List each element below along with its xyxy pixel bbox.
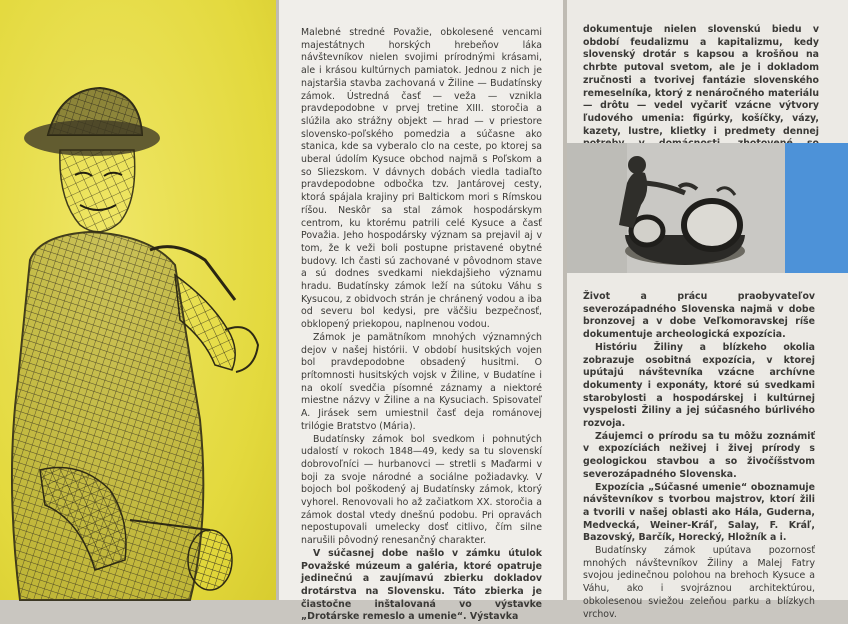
castle-closing-paragraph: Budatínsky zámok upútava pozornosť mnohých návštevníkov Žiliny a Malej Fatry svojou jedinečnou polohou na brehoch Kysuce a Váhu, ako i svojráznou architektúrou, obkolesenou sviežou zeleňou parku a blízkych vrchov. xyxy=(583,545,815,620)
history-paragraph-1: Malebné stredné Považie, obkolesené vencami majestátnych horských hrebeňov láka návštevníkov nielen svojimi prírodnými krásami, ale i krásou kultúrnych pamiatok. Jednou z nich je najstaršia stavba zachovaná v Žiline — Budatínsky zámok. Ústredná časť — veža — vznikla pravdepodobne v prvej tretine XIII. storočia a slúžila ako strážny objekt — hrad — v priestore slovensko-poľského pomedzia a súčasne ako stanica, kde sa vyberalo clo na ceste, po ktorej sa uberal údolím Kysuce obchod najmä s Poľskom a so Sliezskom. V dávnych dobách viedla tadiaľto pravdepodobne odbočka tzv. Jantárovej cesty, ktorá spájala krajiny pri Baltickom mori s Rímskou ríšou. Neskôr sa stal zámok hospodárskym centrom, ku ktorému patrili celé Kysuce a časť Považia. Jeho hospodársky význam sa prejavil aj v tom, že k veži boli postupne pristavené obytné budovy. Ich časti sú zachované v pôvodnom stave a sú dodnes svedkami niekdajšieho významu hradu. Budatínsky zámok leží na sútoku Váhu s Kysucou, z obidvoch strán je chránený vodou a iba od severu bol kedysi, pre väčšiu bezpečnosť, obklopený priekopou, naplnenou vodou. xyxy=(301,27,542,331)
history-text-column xyxy=(301,27,542,624)
expositions-text xyxy=(583,291,815,621)
cover-panel-yellow xyxy=(0,0,276,600)
nature-exposition-paragraph: Záujemci o prírodu sa tu môžu zoznámiť v expozíciách neživej i živej prírody s geologickou stavbou a so živočíšstvom severozápadného Slovenska. xyxy=(583,430,815,480)
history-exposition-paragraph: Históriu Žiliny a blízkeho okolia zobrazuje osobitná expozícia, v ktorej upútajú návštevníka vzácne archívne dokumenty i exponáty, ktoré sú svedkami starobylosti a hospodárskej i kultúrnej vyspelosti Žiliny a jej súčasného búrlivého rozvoja. xyxy=(583,341,815,430)
art-exposition-paragraph: Expozícia „Súčasné umenie“ oboznamuje návštevníkov s tvorbou majstrov, ktorí žili a tvorili v našej oblasti ako Hála, Guderna, Medvecká, Weiner-Kráľ, Salay, F. Kráľ, Bazovský, Barčík, Horecký, Hložník a i. xyxy=(583,481,815,544)
wire-craft-text: dokumentuje nielen slovenskú biedu v období feudalizmu a kapitalizmu, kedy slovenský drotár s kapsou a krošňou na chrbte putoval svetom, ale je i dokladom zručnosti a tvorivej fantázie slovenského remeselníka, ktorý z nenáročného materiálu — drôtu — vedel vyčariť vzácne výtvory ľudového umenia: figúrky, košíčky, vázy, kazety, lustre, klietky i predmety dennej xyxy=(583,24,819,137)
museum-text-panel xyxy=(567,0,848,620)
history-text-panel xyxy=(279,0,563,623)
history-paragraph-2: Zámok je pamätníkom mnohých významných dejov v našej histórii. V období husitských vojen bol pravdepodobne obsadený husitmi. O prítomnosti husitských vojsk v Žiline, v Budatíne i na okolí svedčia písomné záznamy a niektoré miestne názvy v Žiline a na Kysuciach. Spisovateľ A. Jirásek sem umiestnil časť deja románovej trilógie Bratstvo (Mária). xyxy=(301,331,542,432)
wire-figure-illustration xyxy=(0,0,276,600)
archaeology-paragraph: Život a prácu praobyvateľov severozápadného Slovenska najmä v dobe bronzovej a v dobe Veľkomoravskej ríše dokumentuje archeologická expozícia. xyxy=(583,291,815,341)
wire-sculpture-image xyxy=(567,143,785,273)
wire-sculpture-photo xyxy=(567,143,785,273)
museum-intro-paragraph: V súčasnej dobe našlo v zámku útulok Považské múzeum a galéria, ktoré opatruje jedinečnú a zaujímavú zbierku dokladov drotárstva na Slovensku. Táto zbierka je čiastočne inštalovaná vo výstavke „Drotárske remeslo a umenie“. Výstavka xyxy=(301,547,542,623)
history-paragraph-3: Budatínsky zámok bol svedkom i pohnutých udalostí v rokoch 1848—49, kedy sa tu slovenskí dobrovoľníci — hurbanovci — stretli s Maďarmi v boji za svoje národné a sociálne požiadavky. V bojoch bol poškodený aj Budatínsky zámok, ktorý vyhorel. Renovovali ho až začiatkom XX. storočia a zámok dostal vtedy dnešnú podobu. Pri opravách nepostupovali umelecky dosť citlivo, čím silne narušili pôvodný renesančný charakter. xyxy=(301,433,542,547)
blue-accent-band xyxy=(785,143,848,273)
